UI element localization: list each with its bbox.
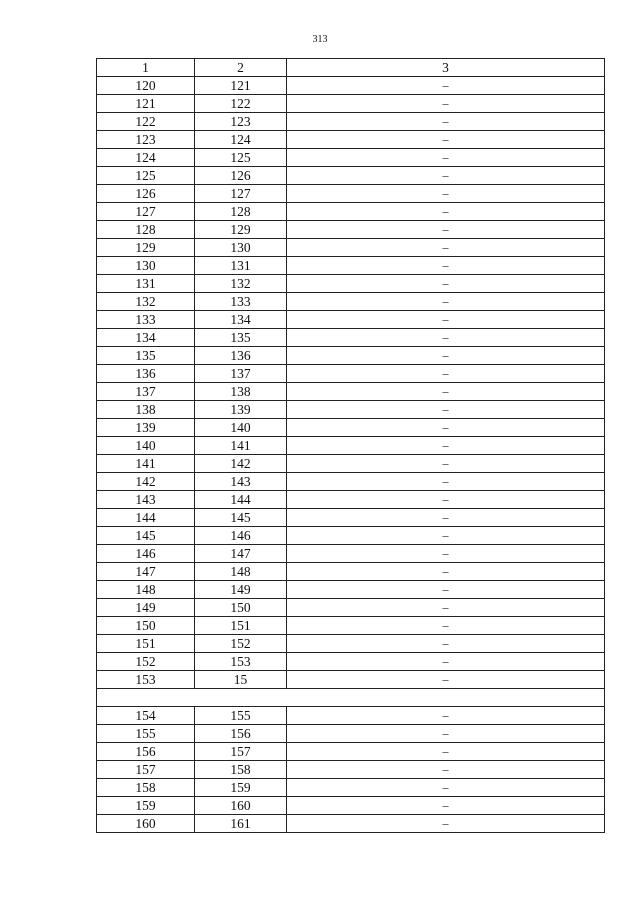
table-row	[97, 203, 605, 221]
table-cell-col-3: –	[287, 509, 605, 527]
table-cell-col-3: –	[287, 419, 605, 437]
table-cell-col-3: –	[287, 797, 605, 815]
table-cell-col-2: 141	[195, 437, 287, 455]
table-cell-col-3: –	[287, 77, 605, 95]
table-cell-col-2: 127	[195, 185, 287, 203]
table-cell-col-2: 160	[195, 797, 287, 815]
table-cell-col-1: 125	[97, 167, 195, 185]
table-cell-col-3: –	[287, 131, 605, 149]
table-row	[97, 419, 605, 437]
table-cell-col-2: 133	[195, 293, 287, 311]
table-cell-col-1: 135	[97, 347, 195, 365]
table-row	[97, 473, 605, 491]
table-cell-col-1: 136	[97, 365, 195, 383]
table-cell-col-1: 141	[97, 455, 195, 473]
table-row	[97, 365, 605, 383]
table-cell-col-2: 156	[195, 725, 287, 743]
table-cell-col-3: –	[287, 383, 605, 401]
table-cell-col-1: 120	[97, 77, 195, 95]
table-cell-col-2: 148	[195, 563, 287, 581]
table-row	[97, 239, 605, 257]
table-cell-col-3: –	[287, 491, 605, 509]
table-cell-col-1: 159	[97, 797, 195, 815]
table-cell-col-3: –	[287, 113, 605, 131]
table-cell-col-2: 139	[195, 401, 287, 419]
table-cell-col-3: –	[287, 725, 605, 743]
column-header-3: 3	[287, 59, 605, 77]
table-cell-col-1: 127	[97, 203, 195, 221]
table-cell-col-2: 134	[195, 311, 287, 329]
table-row	[97, 383, 605, 401]
table-cell-col-2: 128	[195, 203, 287, 221]
table-cell-col-1: 130	[97, 257, 195, 275]
table-cell-col-2: 136	[195, 347, 287, 365]
table-cell-col-1: 146	[97, 545, 195, 563]
table-row	[97, 743, 605, 761]
table-row	[97, 437, 605, 455]
table-row	[97, 401, 605, 419]
table-cell-col-1: 144	[97, 509, 195, 527]
table-cell-col-3: –	[287, 347, 605, 365]
table-row	[97, 293, 605, 311]
table-cell-col-3: –	[287, 185, 605, 203]
table-cell-col-1: 134	[97, 329, 195, 347]
table-cell-col-3: –	[287, 401, 605, 419]
table-cell-col-3: –	[287, 293, 605, 311]
table-cell-col-1: 126	[97, 185, 195, 203]
table-cell-col-1: 150	[97, 617, 195, 635]
table-row	[97, 707, 605, 725]
table-cell-col-2: 147	[195, 545, 287, 563]
table-cell-col-1: 158	[97, 779, 195, 797]
table-cell-col-3: –	[287, 743, 605, 761]
table-row	[97, 581, 605, 599]
table-cell-col-2: 157	[195, 743, 287, 761]
table-cell-col-3: –	[287, 761, 605, 779]
table-row	[97, 761, 605, 779]
table-row	[97, 509, 605, 527]
table-row	[97, 617, 605, 635]
table-cell-col-2: 138	[195, 383, 287, 401]
table-cell-col-3: –	[287, 221, 605, 239]
table-cell-col-2: 135	[195, 329, 287, 347]
table-cell-col-2: 130	[195, 239, 287, 257]
table-cell-col-1: 124	[97, 149, 195, 167]
table-row	[97, 185, 605, 203]
table-row	[97, 95, 605, 113]
table-cell-col-3: –	[287, 239, 605, 257]
table-cell-col-3: –	[287, 581, 605, 599]
table-row	[97, 545, 605, 563]
table-cell-col-3: –	[287, 257, 605, 275]
column-header-2: 2	[195, 59, 287, 77]
table-cell-col-1: 142	[97, 473, 195, 491]
table-cell-col-1: 132	[97, 293, 195, 311]
table-cell-col-1: 133	[97, 311, 195, 329]
table-cell-col-1: 137	[97, 383, 195, 401]
table-row	[97, 329, 605, 347]
table-cell-col-1: 121	[97, 95, 195, 113]
table-cell-col-1: 131	[97, 275, 195, 293]
table-cell-col-3: –	[287, 203, 605, 221]
table-cell-col-1: 153	[97, 671, 195, 689]
table-cell-col-3: –	[287, 149, 605, 167]
table-cell-col-2: 15	[195, 671, 287, 689]
data-table	[96, 58, 605, 833]
table-row	[97, 563, 605, 581]
table-row	[97, 779, 605, 797]
table-cell-col-2: 153	[195, 653, 287, 671]
table-cell-col-2: 158	[195, 761, 287, 779]
table-cell-col-2: 145	[195, 509, 287, 527]
table-cell-col-3: –	[287, 545, 605, 563]
table-row	[97, 131, 605, 149]
table-cell-col-1: 155	[97, 725, 195, 743]
column-header-1: 1	[97, 59, 195, 77]
table-row	[97, 311, 605, 329]
table-cell-col-3: –	[287, 473, 605, 491]
table-cell-col-2: 142	[195, 455, 287, 473]
table-cell-col-2: 132	[195, 275, 287, 293]
table-cell-col-2: 129	[195, 221, 287, 239]
table-cell-col-1: 156	[97, 743, 195, 761]
table-gap-row	[97, 689, 605, 707]
table-cell-col-1: 148	[97, 581, 195, 599]
table-cell-col-3: –	[287, 275, 605, 293]
table-row	[97, 77, 605, 95]
table-cell-col-2: 125	[195, 149, 287, 167]
table-row	[97, 491, 605, 509]
table-cell-col-2: 155	[195, 707, 287, 725]
table-row	[97, 599, 605, 617]
table-cell-col-3: –	[287, 815, 605, 833]
table-cell-col-3: –	[287, 779, 605, 797]
table-header-row	[97, 59, 605, 77]
table-row	[97, 527, 605, 545]
table-cell-col-1: 147	[97, 563, 195, 581]
table-cell-col-3: –	[287, 617, 605, 635]
table-cell-col-3: –	[287, 653, 605, 671]
table-row	[97, 797, 605, 815]
table-cell-col-1: 160	[97, 815, 195, 833]
table-cell-col-3: –	[287, 671, 605, 689]
table-gap-cell	[97, 689, 605, 707]
table-cell-col-3: –	[287, 95, 605, 113]
table-cell-col-2: 144	[195, 491, 287, 509]
table-cell-col-3: –	[287, 599, 605, 617]
table-row	[97, 815, 605, 833]
table-cell-col-2: 150	[195, 599, 287, 617]
table-cell-col-1: 151	[97, 635, 195, 653]
table-cell-col-3: –	[287, 707, 605, 725]
table-row	[97, 455, 605, 473]
table-cell-col-2: 124	[195, 131, 287, 149]
table-cell-col-3: –	[287, 437, 605, 455]
table-cell-col-2: 149	[195, 581, 287, 599]
table-cell-col-1: 139	[97, 419, 195, 437]
table-row	[97, 167, 605, 185]
table-cell-col-1: 157	[97, 761, 195, 779]
table-cell-col-1: 123	[97, 131, 195, 149]
table-cell-col-3: –	[287, 365, 605, 383]
table-cell-col-3: –	[287, 635, 605, 653]
table-cell-col-1: 122	[97, 113, 195, 131]
table-cell-col-3: –	[287, 329, 605, 347]
table-cell-col-2: 161	[195, 815, 287, 833]
table-row	[97, 725, 605, 743]
table-cell-col-1: 129	[97, 239, 195, 257]
table-row	[97, 275, 605, 293]
table-cell-col-2: 126	[195, 167, 287, 185]
table-cell-col-2: 121	[195, 77, 287, 95]
table-row	[97, 347, 605, 365]
table-row	[97, 149, 605, 167]
table-cell-col-3: –	[287, 527, 605, 545]
table-cell-col-1: 128	[97, 221, 195, 239]
table-row	[97, 257, 605, 275]
table-cell-col-2: 123	[195, 113, 287, 131]
table-row	[97, 653, 605, 671]
table-cell-col-3: –	[287, 455, 605, 473]
table-cell-col-3: –	[287, 563, 605, 581]
table-cell-col-2: 122	[195, 95, 287, 113]
table-cell-col-2: 146	[195, 527, 287, 545]
table-cell-col-2: 137	[195, 365, 287, 383]
table-cell-col-1: 140	[97, 437, 195, 455]
table-row	[97, 671, 605, 689]
table-row	[97, 635, 605, 653]
table-cell-col-2: 131	[195, 257, 287, 275]
table-cell-col-2: 159	[195, 779, 287, 797]
table-cell-col-2: 140	[195, 419, 287, 437]
table-cell-col-3: –	[287, 311, 605, 329]
table-row	[97, 113, 605, 131]
table-body	[97, 77, 605, 833]
table-cell-col-1: 145	[97, 527, 195, 545]
table-cell-col-1: 138	[97, 401, 195, 419]
table-cell-col-1: 154	[97, 707, 195, 725]
table-cell-col-1: 152	[97, 653, 195, 671]
table-cell-col-1: 149	[97, 599, 195, 617]
table-cell-col-2: 143	[195, 473, 287, 491]
table-cell-col-1: 143	[97, 491, 195, 509]
table-cell-col-2: 151	[195, 617, 287, 635]
table-cell-col-3: –	[287, 167, 605, 185]
table-row	[97, 221, 605, 239]
page-number: 313	[312, 34, 328, 45]
table-cell-col-2: 152	[195, 635, 287, 653]
